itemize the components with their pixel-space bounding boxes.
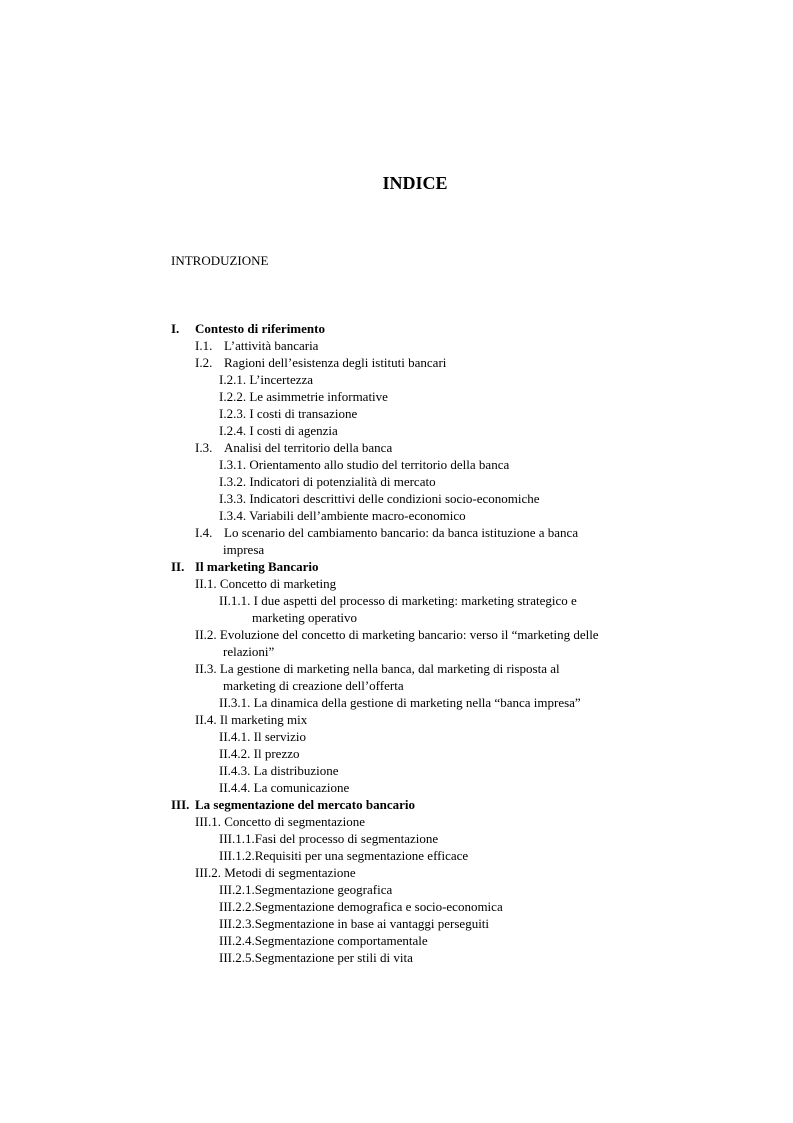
toc-entry-title: II.3. La gestione di marketing nella banca, dal marketing di risposta al	[195, 661, 560, 676]
toc-entry-title: impresa	[223, 542, 265, 557]
toc-entry-title: II.4. Il marketing mix	[195, 712, 308, 727]
toc-entry	[0, 456, 793, 473]
toc-entry	[0, 626, 793, 643]
toc-entry-title: III.1. Concetto di segmentazione	[195, 814, 366, 829]
toc-entry-title: III.1.1.Fasi del processo di segmentazione	[219, 831, 439, 846]
toc-entry-title: relazioni”	[223, 644, 275, 659]
toc-entry	[0, 592, 793, 609]
toc-entry	[0, 932, 793, 949]
toc-entry-title: marketing operativo	[252, 610, 358, 625]
toc-entry-title: II.4.3. La distribuzione	[219, 763, 339, 778]
introduction-heading: INTRODUZIONE	[171, 253, 269, 268]
toc-entry	[0, 864, 793, 881]
toc-entry	[0, 745, 793, 762]
toc-entry-number: I.4.	[195, 525, 213, 540]
toc-entry	[0, 337, 793, 354]
toc-entry	[0, 609, 793, 626]
toc-entry	[0, 728, 793, 745]
toc-entry-title: I.2.1. L’incertezza	[219, 372, 314, 387]
toc-entry-title: II.2. Evoluzione del concetto di marketing bancario: verso il “marketing delle	[195, 627, 599, 642]
toc-entry	[0, 439, 793, 456]
toc-entry-title: Lo scenario del cambiamento bancario: da banca istituzione a banca	[224, 525, 579, 540]
toc-entry	[0, 915, 793, 932]
toc-entry-title: I.3.1. Orientamento allo studio del territorio della banca	[219, 457, 510, 472]
toc-entry-title: Analisi del territorio della banca	[224, 440, 393, 455]
toc-entry-title: III.2.3.Segmentazione in base ai vantaggi perseguiti	[219, 916, 490, 931]
toc-entry-number: I.	[171, 321, 180, 336]
toc-entry-title: III.2.5.Segmentazione per stili di vita	[219, 950, 413, 965]
toc-entry-title: III.1.2.Requisiti per una segmentazione efficace	[219, 848, 469, 863]
toc-entry	[0, 575, 793, 592]
toc-entry	[0, 660, 793, 677]
toc-entry	[0, 711, 793, 728]
toc-entry-title: marketing di creazione dell’offerta	[223, 678, 404, 693]
toc-entry-title: III.2. Metodi di segmentazione	[195, 865, 356, 880]
toc-entry-title: III.2.2.Segmentazione demografica e socio-economica	[219, 899, 503, 914]
toc-entry-title: II.4.1. Il servizio	[219, 729, 307, 744]
toc-entry	[0, 405, 793, 422]
toc-entry	[0, 949, 793, 966]
toc-entry	[0, 388, 793, 405]
toc-entry	[0, 371, 793, 388]
toc-entry	[0, 898, 793, 915]
toc-entry-number: I.1.	[195, 338, 213, 353]
toc-entry-title: II.4.4. La comunicazione	[219, 780, 350, 795]
toc-entry-number: III.	[171, 797, 190, 812]
toc-entry-title: I.2.2. Le asimmetrie informative	[219, 389, 388, 404]
toc-entry-title: II.1.1. I due aspetti del processo di marketing: marketing strategico e	[219, 593, 577, 608]
toc-entry-title: II.1. Concetto di marketing	[195, 576, 337, 591]
toc-entry	[0, 541, 793, 558]
toc-entry	[0, 558, 793, 575]
toc-entry-title: Il marketing Bancario	[195, 559, 319, 574]
toc-entry-number: I.3.	[195, 440, 213, 455]
table-of-contents	[0, 320, 793, 966]
toc-entry	[0, 524, 793, 541]
toc-entry	[0, 762, 793, 779]
toc-entry	[0, 796, 793, 813]
toc-entry	[0, 779, 793, 796]
toc-entry-number: I.2.	[195, 355, 213, 370]
toc-entry-title: II.3.1. La dinamica della gestione di marketing nella “banca impresa”	[219, 695, 581, 710]
toc-entry	[0, 354, 793, 371]
toc-entry	[0, 507, 793, 524]
toc-entry	[0, 830, 793, 847]
toc-entry	[0, 847, 793, 864]
toc-entry	[0, 490, 793, 507]
toc-entry-title: Contesto di riferimento	[195, 321, 325, 336]
page-title: INDICE	[382, 173, 448, 193]
toc-entry-title: I.3.2. Indicatori di potenzialità di mercato	[219, 474, 436, 489]
toc-entry-title: L’attività bancaria	[224, 338, 319, 353]
toc-entry-title: I.3.4. Variabili dell’ambiente macro-economico	[219, 508, 466, 523]
toc-entry	[0, 881, 793, 898]
toc-entry-title: III.2.4.Segmentazione comportamentale	[219, 933, 428, 948]
toc-entry	[0, 643, 793, 660]
toc-entry-title: I.2.4. I costi di agenzia	[219, 423, 338, 438]
toc-entry	[0, 320, 793, 337]
toc-entry-title: La segmentazione del mercato bancario	[195, 797, 415, 812]
toc-entry	[0, 694, 793, 711]
toc-entry-title: II.4.2. Il prezzo	[219, 746, 300, 761]
toc-entry-title: I.3.3. Indicatori descrittivi delle condizioni socio-economiche	[219, 491, 540, 506]
toc-entry-number: II.	[171, 559, 185, 574]
toc-entry	[0, 473, 793, 490]
toc-entry	[0, 677, 793, 694]
toc-entry-title: III.2.1.Segmentazione geografica	[219, 882, 393, 897]
toc-entry-title: I.2.3. I costi di transazione	[219, 406, 358, 421]
toc-entry	[0, 422, 793, 439]
toc-entry	[0, 813, 793, 830]
toc-entry-title: Ragioni dell’esistenza degli istituti bancari	[224, 355, 447, 370]
